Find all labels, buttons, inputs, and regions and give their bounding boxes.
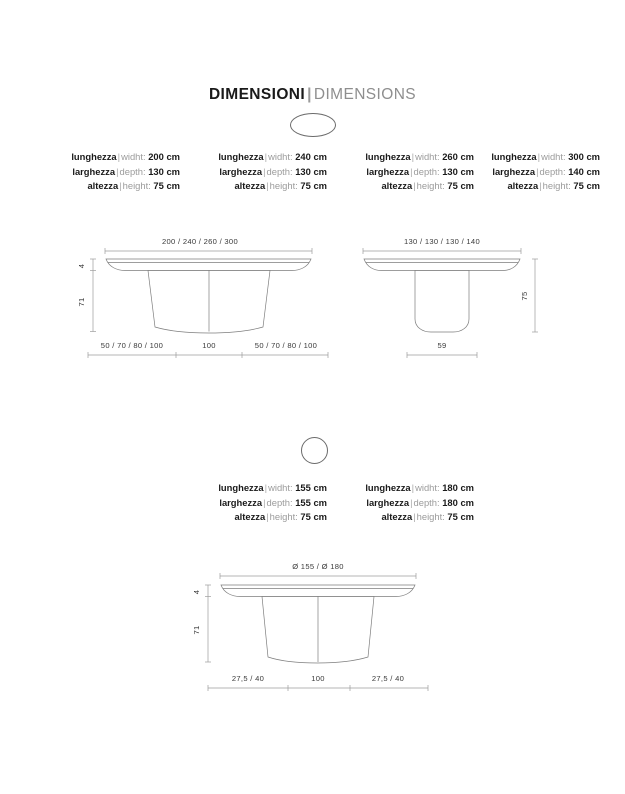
oval-shape-icon xyxy=(290,113,336,137)
label-height-it: altezza xyxy=(234,180,266,192)
label-length-it: lunghezza xyxy=(218,482,264,493)
value-height: 75 cm xyxy=(153,180,180,192)
label-length-en: widht xyxy=(541,151,563,162)
label-length-en: widht xyxy=(415,151,437,162)
label-separator: | xyxy=(117,151,121,162)
value-height: 75 cm xyxy=(573,180,600,192)
spec-line-depth xyxy=(182,165,327,180)
label-height-en: height xyxy=(122,180,149,192)
label-height-it: altezza xyxy=(381,180,413,192)
side-bottom-center-label: 59 xyxy=(437,341,447,350)
label-depth-en: depth xyxy=(266,165,290,177)
label-separator: | xyxy=(413,511,416,523)
label-length-en: widht xyxy=(268,151,290,162)
value-length: 240 cm xyxy=(295,151,327,162)
label-length-en: widht xyxy=(268,482,290,493)
value-depth: 140 cm xyxy=(568,165,600,177)
value-height: 75 cm xyxy=(447,180,474,192)
label-separator: | xyxy=(266,180,269,192)
label-depth-en: depth xyxy=(539,165,563,177)
round-bottom-left-label: 27,5 / 40 xyxy=(231,674,265,683)
value-depth: 130 cm xyxy=(148,165,180,177)
label-height-it: altezza xyxy=(507,180,539,192)
spec-block-oval-240 xyxy=(182,150,327,194)
label-colon: : xyxy=(442,511,445,523)
page-title-english: DIMENSIONS xyxy=(313,86,417,103)
label-separator: | xyxy=(537,151,541,162)
spec-line-length xyxy=(329,481,474,496)
label-colon: : xyxy=(562,165,566,177)
label-depth-en: depth xyxy=(413,496,437,508)
round-leg-height-label: 71 xyxy=(192,625,201,635)
spec-block-oval-200 xyxy=(35,150,180,194)
label-length-en: widht xyxy=(121,151,143,162)
label-depth-it: larghezza xyxy=(492,165,536,177)
spec-line-length xyxy=(182,150,327,165)
front-elevation-drawing xyxy=(60,232,340,362)
label-separator: | xyxy=(410,165,413,177)
label-colon: : xyxy=(442,180,445,192)
spec-block-round-180 xyxy=(329,481,474,525)
front-bottom-center-label: 100 xyxy=(202,341,216,350)
side-elevation-drawing xyxy=(345,232,545,362)
label-separator: | xyxy=(539,180,542,192)
value-length: 200 cm xyxy=(148,151,180,162)
label-depth-it: larghezza xyxy=(366,165,410,177)
front-leg-height-label: 71 xyxy=(77,297,86,307)
front-bottom-right-label: 50 / 70 / 80 / 100 xyxy=(254,341,318,350)
spec-block-oval-300 xyxy=(455,150,600,194)
spec-line-height xyxy=(329,510,474,525)
label-colon: : xyxy=(436,482,440,493)
spec-line-depth xyxy=(35,165,180,180)
label-colon: : xyxy=(295,180,298,192)
page-title-italian: DIMENSIONI xyxy=(208,86,306,103)
label-separator: | xyxy=(263,165,266,177)
label-colon: : xyxy=(289,165,293,177)
label-separator: | xyxy=(411,151,415,162)
label-colon: : xyxy=(436,165,440,177)
round-tabletop-profile xyxy=(221,585,415,597)
value-depth: 130 cm xyxy=(442,165,474,177)
spec-line-height xyxy=(182,179,327,194)
spec-line-length xyxy=(35,150,180,165)
label-separator: | xyxy=(119,180,122,192)
page-title-separator: | xyxy=(307,86,312,103)
round-tabletop-thickness-label: 4 xyxy=(192,589,201,595)
spec-line-length xyxy=(329,150,474,165)
label-depth-it: larghezza xyxy=(72,165,116,177)
label-separator: | xyxy=(264,482,268,493)
label-depth-en: depth xyxy=(266,496,290,508)
value-depth: 130 cm xyxy=(295,165,327,177)
label-length-it: lunghezza xyxy=(365,151,411,162)
label-colon: : xyxy=(289,482,293,493)
front-tabletop-thickness-label: 4 xyxy=(77,263,86,269)
label-colon: : xyxy=(142,151,146,162)
value-height: 75 cm xyxy=(300,180,327,192)
value-height: 75 cm xyxy=(447,511,474,523)
label-depth-en: depth xyxy=(413,165,437,177)
label-height-it: altezza xyxy=(381,511,413,523)
label-separator: | xyxy=(116,165,119,177)
label-height-it: altezza xyxy=(87,180,119,192)
spec-line-height xyxy=(182,510,327,525)
circle-shape-icon xyxy=(301,437,328,464)
page-title xyxy=(0,86,625,104)
label-colon: : xyxy=(436,151,440,162)
label-separator: | xyxy=(413,180,416,192)
label-depth-it: larghezza xyxy=(366,496,410,508)
round-bottom-center-label: 100 xyxy=(311,674,325,683)
label-height-en: height xyxy=(269,180,296,192)
label-depth-en: depth xyxy=(119,165,143,177)
label-length-it: lunghezza xyxy=(218,151,264,162)
round-bottom-right-label: 27,5 / 40 xyxy=(371,674,405,683)
spec-line-height xyxy=(329,179,474,194)
label-separator: | xyxy=(266,511,269,523)
label-height-en: height xyxy=(416,180,443,192)
value-depth: 155 cm xyxy=(295,496,327,508)
front-bottom-left-label: 50 / 70 / 80 / 100 xyxy=(100,341,164,350)
side-tabletop-profile xyxy=(364,259,520,271)
spec-block-round-155 xyxy=(182,481,327,525)
value-length: 300 cm xyxy=(568,151,600,162)
front-top-dimension-label: 200 / 240 / 260 / 300 xyxy=(162,237,238,246)
label-length-it: lunghezza xyxy=(365,482,411,493)
spec-line-depth xyxy=(329,496,474,511)
spec-block-oval-260 xyxy=(329,150,474,194)
label-length-it: lunghezza xyxy=(71,151,117,162)
value-length: 260 cm xyxy=(442,151,474,162)
label-colon: : xyxy=(148,180,151,192)
label-colon: : xyxy=(568,180,571,192)
side-total-height-label: 75 xyxy=(520,291,529,301)
tabletop-profile xyxy=(106,259,311,271)
label-separator: | xyxy=(411,482,415,493)
label-height-it: altezza xyxy=(234,511,266,523)
spec-line-length xyxy=(182,481,327,496)
label-colon: : xyxy=(436,496,440,508)
round-top-dimension-label: Ø 155 / Ø 180 xyxy=(292,562,344,571)
label-height-en: height xyxy=(542,180,569,192)
label-colon: : xyxy=(289,496,293,508)
value-depth: 180 cm xyxy=(442,496,474,508)
label-colon: : xyxy=(289,151,293,162)
spec-line-depth xyxy=(182,496,327,511)
label-colon: : xyxy=(142,165,146,177)
value-length: 180 cm xyxy=(442,482,474,493)
spec-line-length xyxy=(455,150,600,165)
side-pedestal-base xyxy=(415,271,469,333)
spec-line-height xyxy=(455,179,600,194)
side-top-dimension-label: 130 / 130 / 130 / 140 xyxy=(404,237,480,246)
label-height-en: height xyxy=(269,511,296,523)
label-height-en: height xyxy=(416,511,443,523)
label-depth-it: larghezza xyxy=(219,165,263,177)
value-height: 75 cm xyxy=(300,511,327,523)
spec-line-depth xyxy=(455,165,600,180)
label-length-en: widht xyxy=(415,482,437,493)
label-depth-it: larghezza xyxy=(219,496,263,508)
label-colon: : xyxy=(295,511,298,523)
label-length-it: lunghezza xyxy=(491,151,537,162)
label-colon: : xyxy=(562,151,566,162)
label-separator: | xyxy=(410,496,413,508)
spec-line-depth xyxy=(329,165,474,180)
label-separator: | xyxy=(263,496,266,508)
value-length: 155 cm xyxy=(295,482,327,493)
spec-line-height xyxy=(35,179,180,194)
label-separator: | xyxy=(536,165,539,177)
round-table-elevation-drawing xyxy=(180,555,450,700)
label-separator: | xyxy=(264,151,268,162)
